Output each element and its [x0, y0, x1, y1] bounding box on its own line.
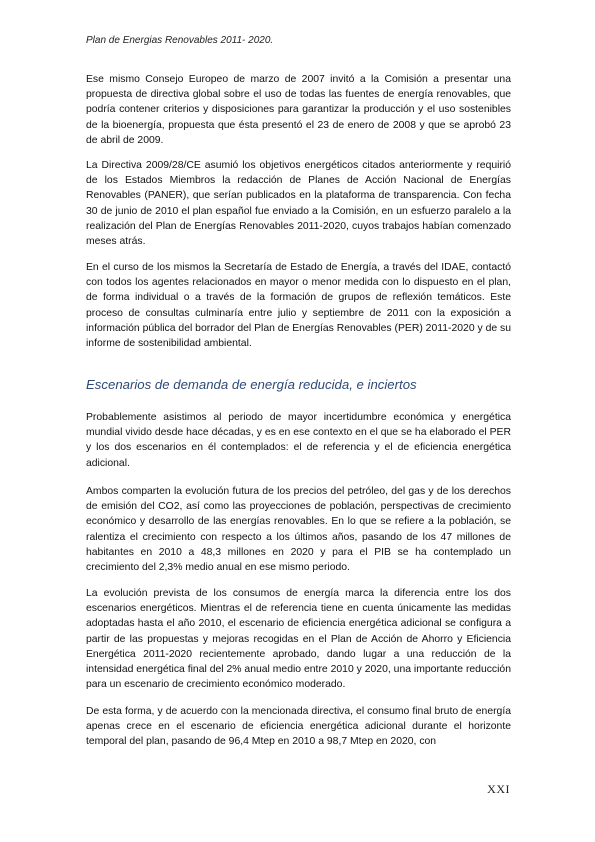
page-number: XXI	[487, 782, 510, 796]
paragraph-consumo-final: De esta forma, y de acuerdo con la mencionada directiva, el consumo final bruto de energía apenas crece en el escenario de eficiencia energética adicional durante el horizonte temporal del plan, pasando de 96,4 Mtep en 2010 a 98,7 Mtep en 2020, con	[86, 706, 511, 748]
paragraph-consejo-europeo: Ese mismo Consejo Europeo de marzo de 2007 invitó a la Comisión a presentar una propuesta de directiva global sobre el uso de todas las fuentes de energía renovables, que podría contener criterios y disposiciones para garantizar la producción y el uso sostenibles de la bioenergía, propuesta que ésta presentó el 23 de enero de 2008 y que se aprobó 23 de abril de 2009.	[86, 74, 511, 146]
running-header: Plan de Energias Renovables 2011- 2020.	[86, 35, 274, 46]
paragraph-consumos-energia: La evolución prevista de los consumos de energía marca la diferencia entre los dos escenarios energéticos. Mientras el de referencia tiene en cuenta únicamente las medidas adoptadas hasta el año 2010, el escenario de eficiencia energética adicional se configura a partir de las propuestas y mejoras recogidas en el Plan de Acción de Ahorro y Eficiencia Energética 2011-2020 recientemente aprobado, dando lugar a una reducción de la intensidad energética final del 2% anual medio entre 2010 y 2020, una importante reducción para un escenario de crecimiento económico moderado.	[86, 588, 511, 691]
paragraph-directiva: La Directiva 2009/28/CE asumió los objetivos energéticos citados anteriormente y requirió de los Estados Miembros la redacción de Planes de Acción Nacional de Energías Renovables (PANER), que serían publicados en la plataforma de transparencia. Con fecha 30 de junio de 2010 el plan español fue enviado a la Comisión, en un esfuerzo paralelo a la realización del Plan de Energías Renovables 2011-2020, cuyos trabajos habían comenzado meses atrás.	[86, 160, 511, 248]
section-heading: Escenarios de demanda de energía reducida, e inciertos	[86, 377, 417, 392]
paragraph-consultas: En el curso de los mismos la Secretaría de Estado de Energía, a través del IDAE, contactó con todos los agentes relacionados en mayor o menor medida con lo dispuesto en el plan, de forma individual o a través de la formación de grupos de reflexión temáticos. Este proceso de consultas culminaría entre julio y septiembre de 2011 con la exposición a información pública del borrador del Plan de Energías Renovables (PER) 2011-2020 y de su informe de sostenibilidad ambiental.	[86, 262, 511, 350]
paragraph-evolucion-precios: Ambos comparten la evolución futura de los precios del petróleo, del gas y de los derechos de emisión del CO2, así como las proyecciones de población, perspectivas de crecimiento económico y desarrollo de las energías renovables. En lo que se refiere a la población, se ralentiza el crecimiento con respecto a los últimos años, pasando de los 47 millones de habitantes en 2010 a 48,3 millones en 2020 y para el PIB se ha contemplado un crecimiento del 2,3% medio anual en ese mismo periodo.	[86, 486, 511, 574]
paragraph-incertidumbre: Probablemente asistimos al periodo de mayor incertidumbre económica y energética mundial vivido desde hace décadas, y es en ese contexto en el que se ha elaborado el PER y los dos escenarios en él contemplados: el de referencia y el de eficiencia energética adicional.	[86, 412, 511, 469]
